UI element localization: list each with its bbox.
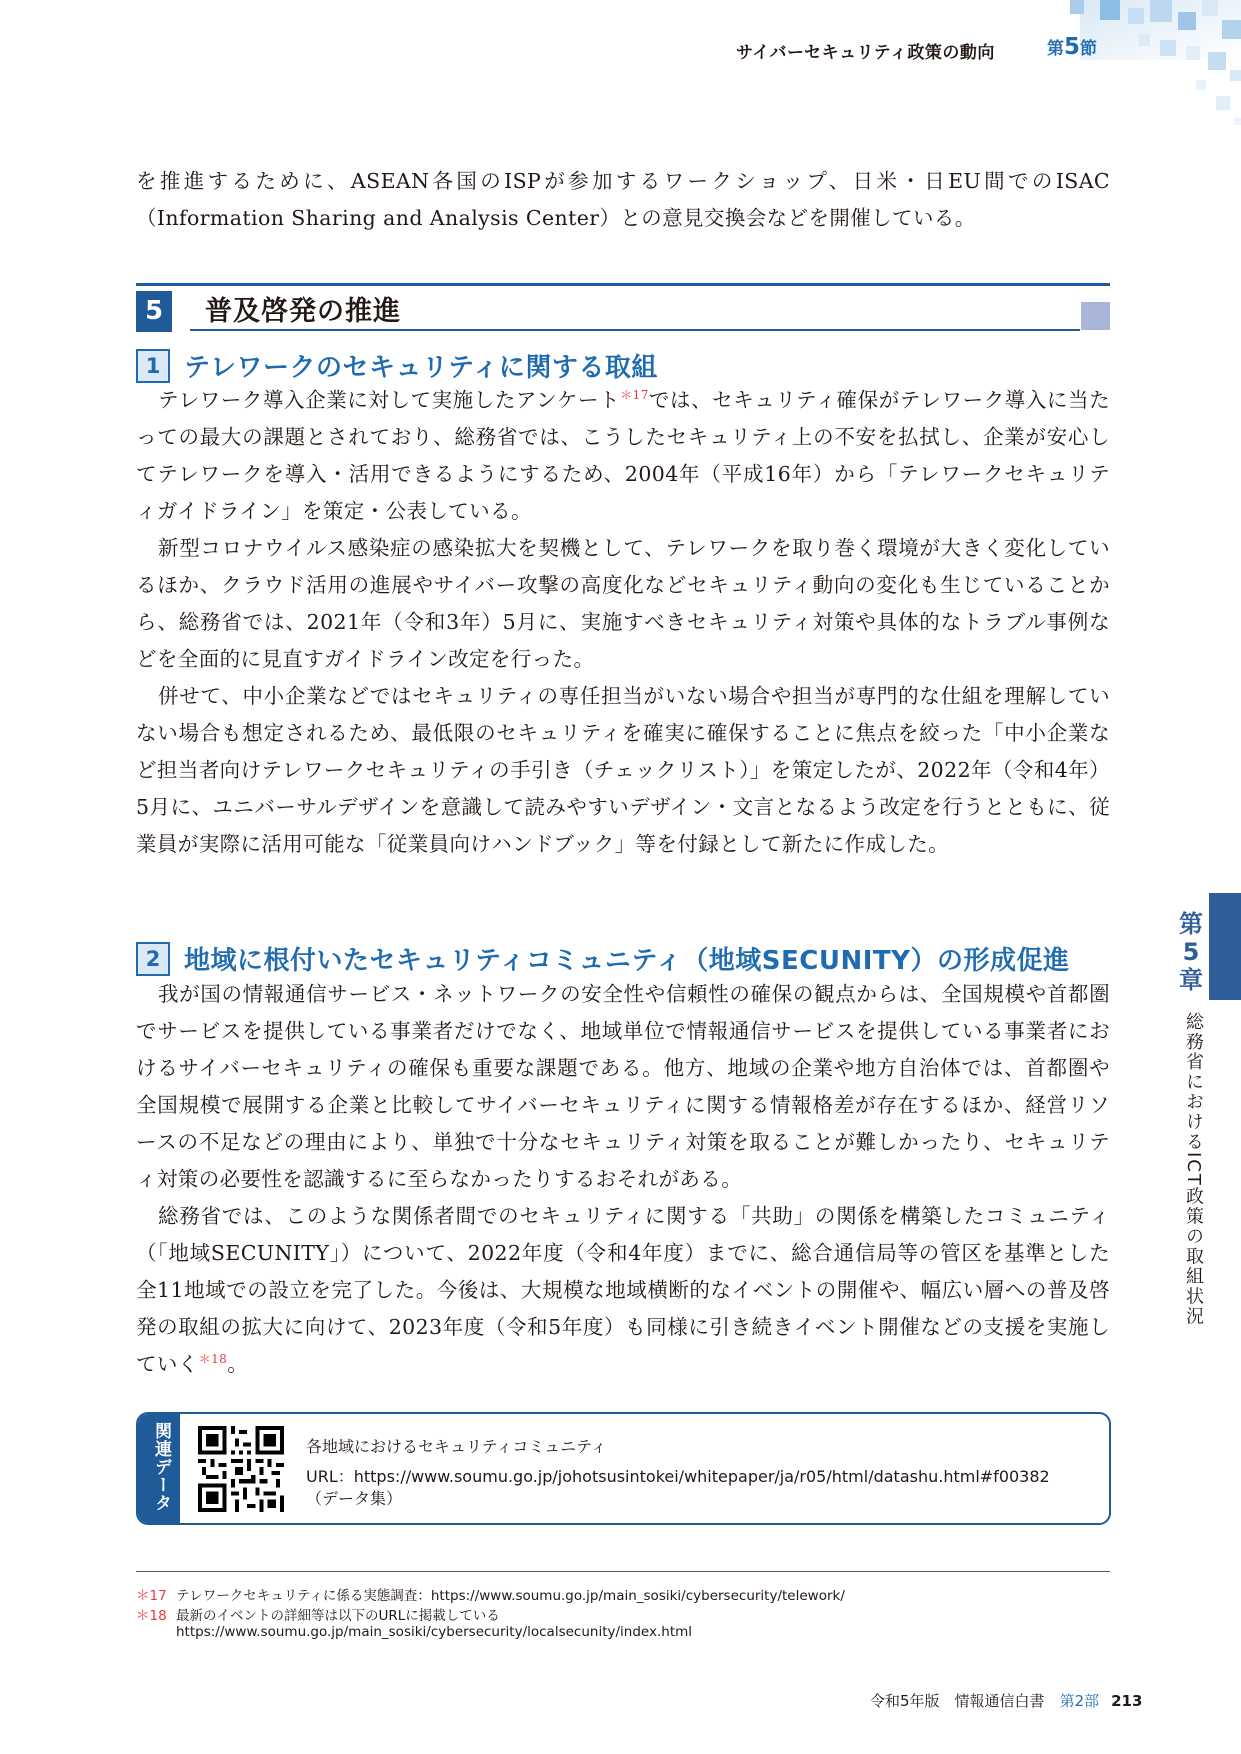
- subsection-number-2: 2: [136, 942, 170, 976]
- paragraph-1-1: [136, 382, 1110, 530]
- section-heading-underline: [190, 329, 1080, 331]
- related-data-note: （データ集）: [306, 1489, 403, 1508]
- section-heading-square: [1081, 302, 1110, 330]
- chapter-label-number: 5: [1182, 938, 1200, 966]
- chapter-title-vertical: 総務省におけるICT政策の取組状況: [1183, 1012, 1204, 1327]
- paragraph-text: では、セキュリティ確保がテレワーク導入に当たっての最大の課題とされており、総務省では、こうしたセキュリティ上の不安を払拭し、企業が安心してテレワークを導入・活用できるようにするため、2004年（平成16年）から「テレワークセキュリティガイドライン」を策定・公表している。: [136, 388, 1110, 523]
- footnote-text[interactable]: https://www.soumu.go.jp/main_sosiki/cybersecurity/localsecunity/index.html: [176, 1624, 693, 1640]
- paragraph-1-3: 併せて、中小企業などではセキュリティの専任担当がいない場合や担当が専門的な仕組を理解していない場合も想定されるため、最低限のセキュリティを確実に確保することに焦点を絞った「中小企業など担当者向けテレワークセキュリティの手引き（チェックリスト）」を策定したが、2022年（令和4年）5月に、ユニバーサルデザインを意識して読みやすいデザイン・文言となるよう改定を行うとともに、従業員が実際に活用可能な「従業員向けハンドブック」等を付録として新たに作成した。: [136, 684, 1110, 856]
- footnote-mark: ＊17: [136, 1588, 167, 1604]
- footnote-18: [136, 1604, 500, 1624]
- chapter-label-prefix: 第: [1179, 910, 1203, 938]
- footnote-text: テレワークセキュリティに係る実態調査：https://www.soumu.go.jp/main_sosiki/cybersecurity/telework/: [176, 1588, 845, 1604]
- qr-code-icon[interactable]: [198, 1426, 284, 1512]
- subsection-title-2: 地域に根付いたセキュリティコミュニティ（地域SECUNITY）の形成促進: [184, 946, 1070, 976]
- chapter-label-suffix: 章: [1179, 966, 1203, 994]
- page-footer: [870, 1690, 1142, 1711]
- header-decoration: [1010, 0, 1241, 150]
- related-data-box: [136, 1412, 1111, 1525]
- subsection-title-1: テレワークのセキュリティに関する取組: [184, 353, 658, 383]
- running-header-section: [1047, 34, 1097, 60]
- related-data-title: 各地域におけるセキュリティコミュニティ: [306, 1437, 607, 1456]
- section-heading: 普及啓発の推進: [205, 296, 401, 327]
- section-number-box: 5: [136, 291, 172, 332]
- footnote-text: 最新のイベントの詳細等は以下のURLに掲載している: [176, 1608, 500, 1624]
- paragraph-2-2: [136, 1198, 1110, 1383]
- footnote-ref-18[interactable]: ＊18: [198, 1352, 228, 1367]
- chapter-label: [1176, 910, 1206, 994]
- related-data-url[interactable]: URL：https://www.soumu.go.jp/johotsusintokei/whitepaper/ja/r05/html/datashu.html#f00382: [306, 1467, 1050, 1486]
- paragraph-text: テレワーク導入企業に対して実施したアンケート: [158, 388, 621, 412]
- footnote-rule: [136, 1571, 1110, 1572]
- paragraph-1-2: 新型コロナウイルス感染症の感染拡大を契機として、テレワークを取り巻く環境が大きく変化しているほか、クラウド活用の進展やサイバー攻撃の高度化などセキュリティ動向の変化も生じていることから、総務省では、2021年（令和3年）5月に、実施すべきセキュリティ対策や具体的なトラブル事例などを全面的に見直すガイドライン改定を行った。: [136, 536, 1110, 671]
- footnote-17: [136, 1584, 845, 1604]
- section-number: 5: [1064, 34, 1081, 60]
- footnote-mark: ＊18: [136, 1608, 167, 1624]
- footnote-ref-17[interactable]: ＊17: [620, 388, 649, 403]
- section-suffix: 節: [1080, 39, 1098, 59]
- paragraph-2-1: 我が国の情報通信サービス・ネットワークの安全性や信頼性の確保の観点からは、全国規模や首都圏でサービスを提供している事業者だけでなく、地域単位で情報通信サービスを提供している事業者におけるサイバーセキュリティの確保も重要な課題である。他方、地域の企業や地方自治体では、首都圏や全国規模で展開する企業と比較してサイバーセキュリティに関する情報格差が存在するほか、経営リソースの不足などの理由により、単独で十分なセキュリティ対策を取ることが難しかったり、セキュリティ対策の必要性を認識するに至らなかったりするおそれがある。: [136, 982, 1110, 1191]
- section-prefix: 第: [1047, 39, 1064, 59]
- paragraph-text: 。: [227, 1352, 249, 1376]
- chapter-tab: [1209, 893, 1241, 1000]
- section-heading-rule: [136, 283, 1110, 286]
- page-number: 213: [1111, 1692, 1143, 1710]
- paragraph-text: 総務省では、このような関係者間でのセキュリティに関する「共助」の関係を構築したコミュニティ（「地域SECUNITY」）について、2022年度（令和4年度）までに、総合通信局等の管区を基準とした全11地域での設立を完了した。今後は、大規模な地域横断的なイベントの開催や、幅広い層への普及啓発の取組の拡大に向けて、2023年度（令和5年度）も同様に引き続きイベント開催などの支援を実施していく: [136, 1204, 1110, 1376]
- related-data-tag: 関連データ: [151, 1422, 171, 1512]
- footnote-18-url: [136, 1624, 692, 1640]
- subsection-number-1: 1: [136, 349, 170, 383]
- footer-part: 第2部: [1059, 1692, 1100, 1710]
- running-header-title: サイバーセキュリティ政策の動向: [736, 43, 995, 63]
- footer-book-title: 令和5年版 情報通信白書: [870, 1692, 1045, 1710]
- intro-paragraph: を推進するために、ASEAN各国のISPが参加するワークショップ、日米・日EU間でのISAC（Information Sharing and Analysis Center）との意見交換会などを開催している。: [136, 169, 1110, 230]
